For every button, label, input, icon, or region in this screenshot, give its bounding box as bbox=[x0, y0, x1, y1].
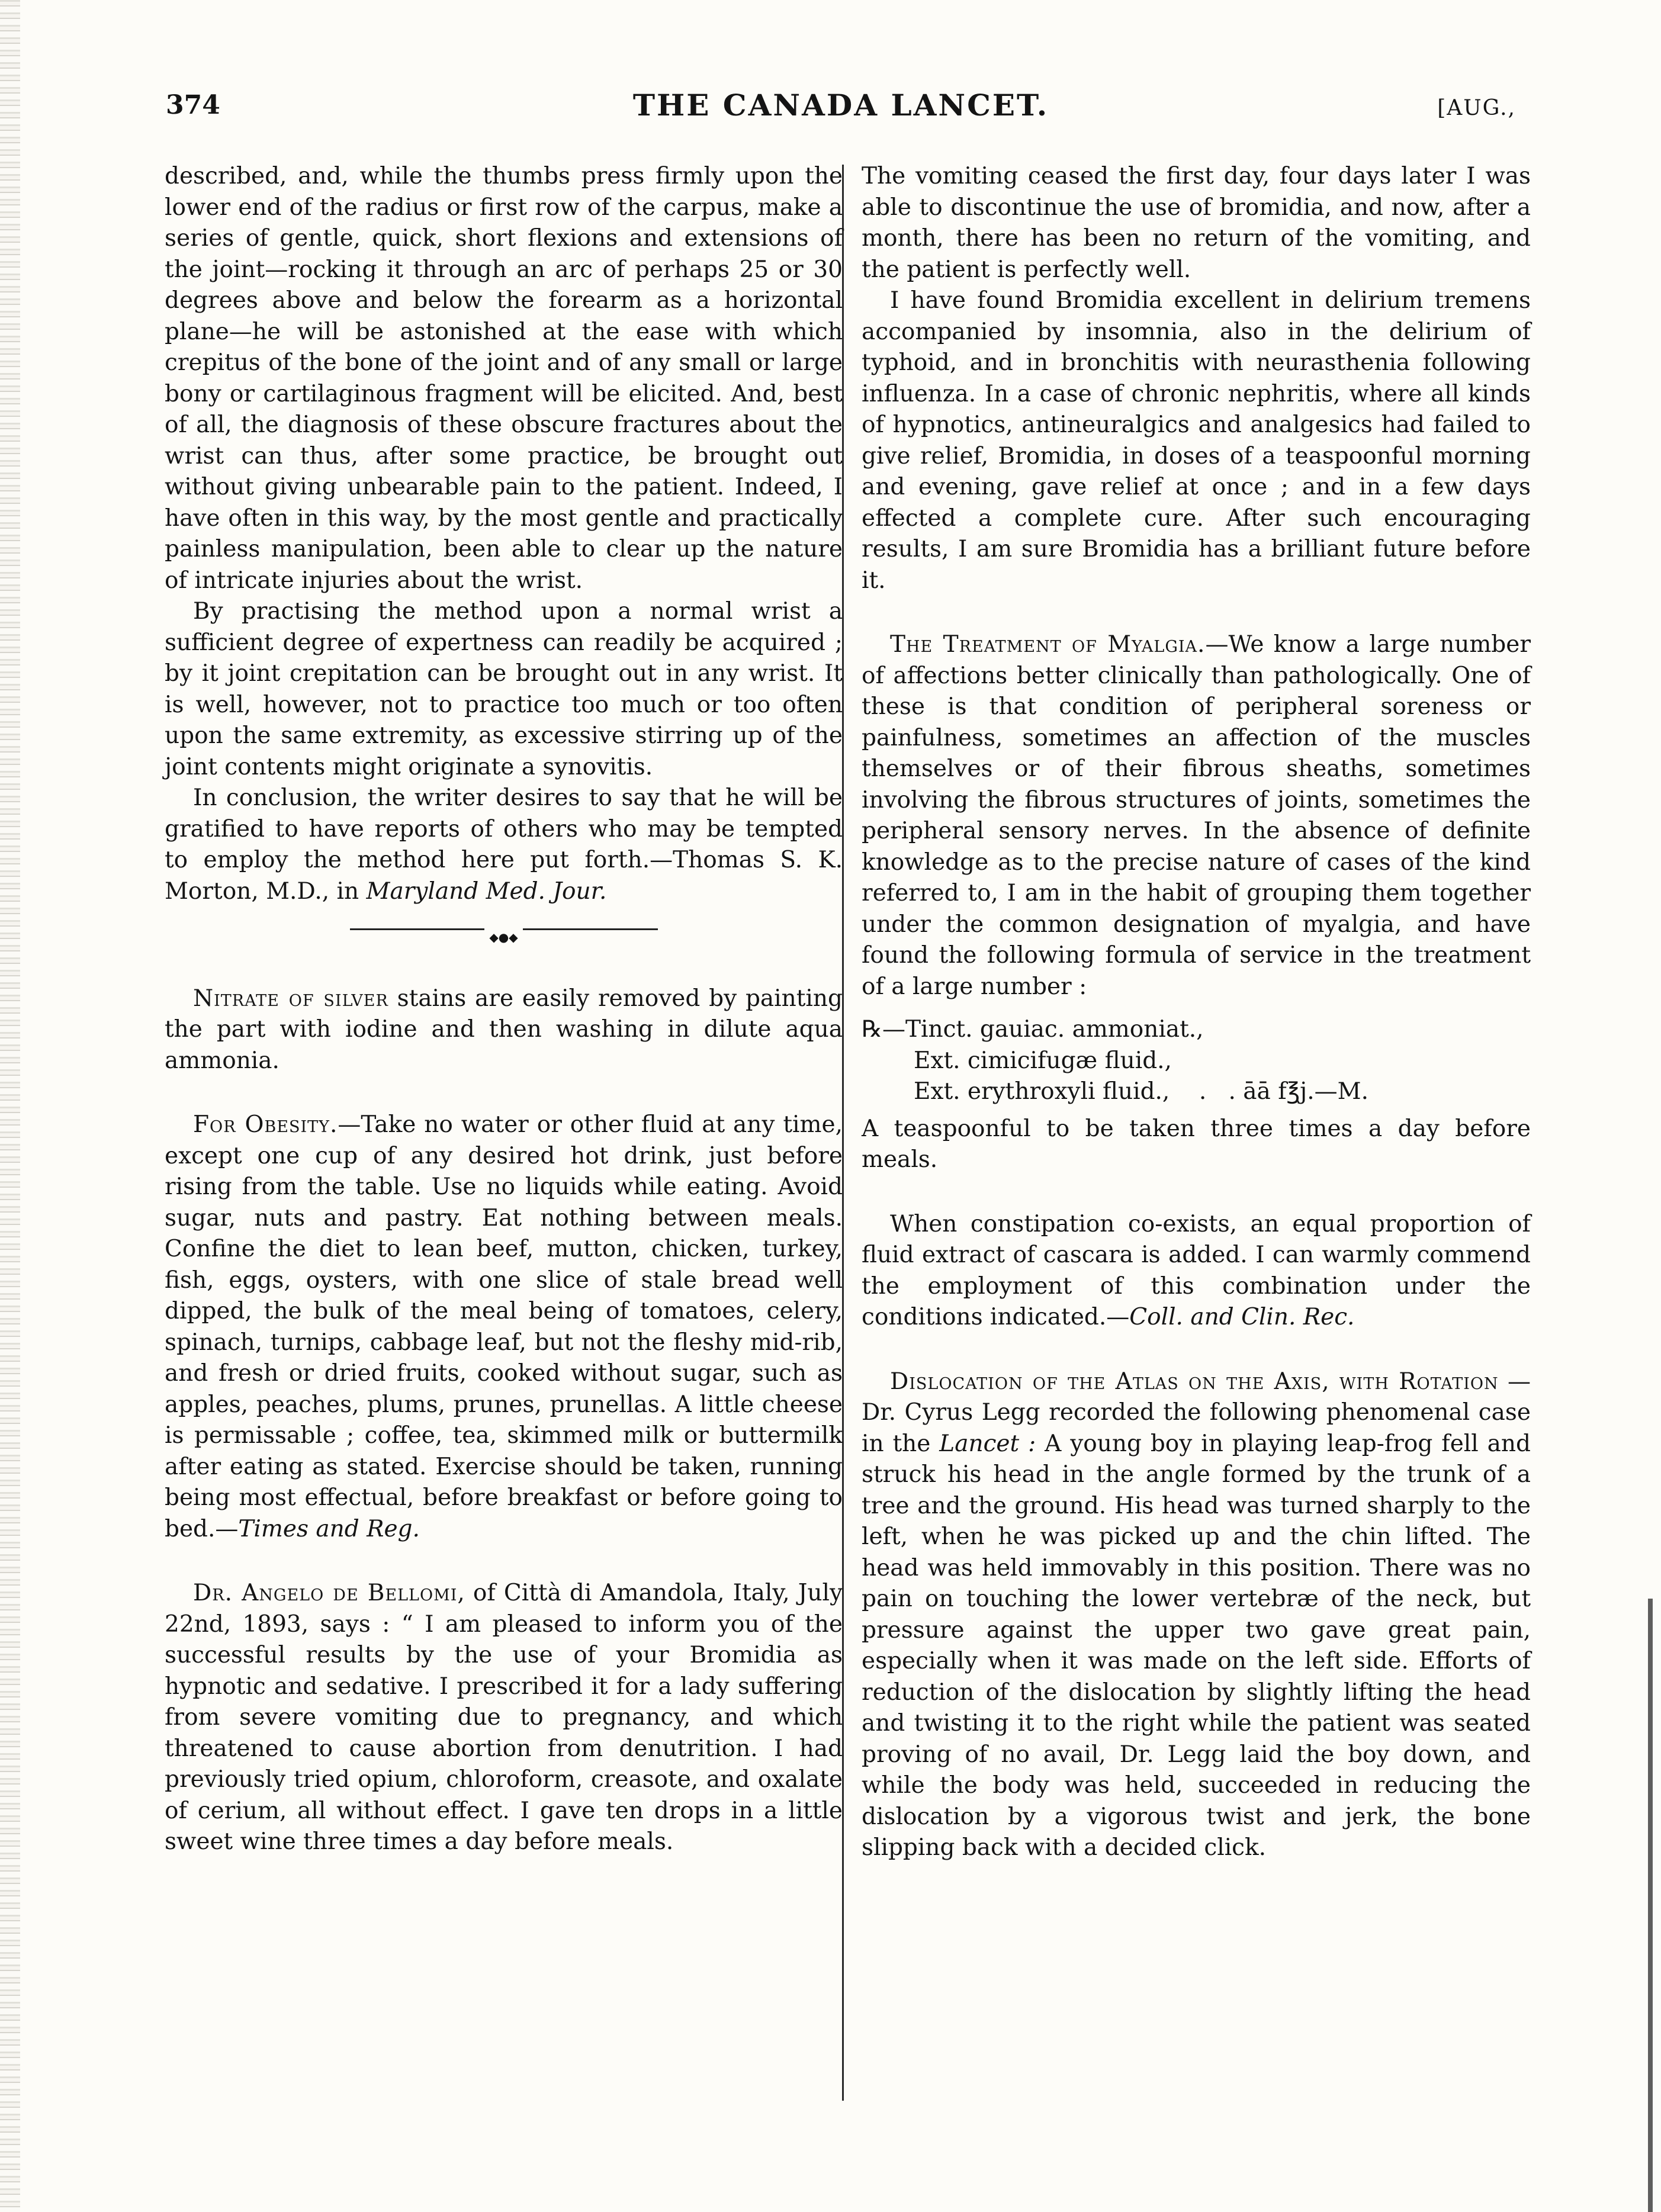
prescription-line-1: ℞—Tinct. gauiac. ammoniat., bbox=[862, 1016, 1204, 1043]
obesity-heading: For Obesity. bbox=[193, 1111, 338, 1138]
issue-month: [AUG., bbox=[1437, 96, 1516, 120]
wrist-article-paragraph-1: described, and, while the thumbs press firmly upon the lower end of the radius or first row of the carpus, make a series of gentle, quick, short flexions and extensions of the joint—rocking it through an arc of perhaps 25 or 30 degrees above and below the forearm as a horizontal plane—he will be astonished at the ease with which crepitus of the bone of the joint and of any small or large bony or cartilaginous fragment will be elicited. And, best of all, the diagnosis of these obscure fractures about the wrist can thus, after some practice, be brought out without giving unbearable pain to the patient. Indeed, I have often in this way, by the most gentle and practically painless manipulation, been able to clear up the nature of intricate injuries about the wrist. bbox=[165, 163, 843, 594]
silver-nitrate-text: stains are easily removed by painting the part with iodine and then washing in dilute aqua ammonia. bbox=[165, 985, 843, 1074]
myalgia-heading: The Treatment of Myalgia. bbox=[890, 631, 1206, 658]
prescription-line-2: Ext. cimicifugæ fluid., bbox=[914, 1047, 1172, 1074]
wrist-article-paragraph-2: By practising the method upon a normal wrist a sufficient degree of expertness can readily be acquired ; by it joint crepitation can be brought out in any wrist. It is well, however, not to practice too much or too often upon the same extremity, as excessive stirring up of the joint contents might originate a synovitis. bbox=[165, 598, 843, 780]
section-separator-ornament: ◆●◆ bbox=[350, 919, 658, 950]
right-column bbox=[862, 161, 1531, 1864]
atlas-lancet-source: Lancet : bbox=[939, 1430, 1036, 1457]
atlas-text-1: —Dr. Cyrus Legg recorded the following phenomenal case in the bbox=[862, 1368, 1531, 1457]
wrist-article-source: Maryland Med. Jour. bbox=[366, 877, 607, 905]
obesity-paragraph bbox=[165, 1110, 843, 1545]
bellomi-heading: Dr. Angelo de Bellomi bbox=[193, 1580, 458, 1606]
bellomi-text: , of Città di Amandola, Italy, July 22nd, 1893, says : “ I am pleased to inform you of the successful results by the use of your Bromidia as hypnotic and sedative. I prescribed it for a lady suffering from severe vomiting due to pregnancy, and which threatened to cause abortion from denutrition. I had previously tried opium, chloroform, creasote, and oxalate of cerium, all without effect. I gave ten drops in a little sweet wine three times a day before meals. bbox=[165, 1580, 843, 1855]
constipation-source: Coll. and Clin. Rec. bbox=[1129, 1304, 1355, 1330]
prescription-line-3: Ext. erythroxyli fluid., . . āā f℥j.—M. bbox=[914, 1078, 1368, 1105]
constipation-paragraph bbox=[862, 1209, 1531, 1333]
wrist-article-text: In conclusion, the writer desires to say that he will be gratified to have reports of others who may be tempted to employ the method here put forth.—Thomas S. K. Morton, M.D., in bbox=[165, 785, 843, 905]
obesity-source: Times and Reg. bbox=[238, 1515, 420, 1542]
myalgia-paragraph bbox=[862, 629, 1531, 1002]
constipation-text: When constipation co-exists, an equal proportion of fluid extract of cascara is added. I can warmly commend the employment of this combination under the conditions indicated.— bbox=[862, 1210, 1531, 1330]
bromidia-paragraph-1: The vomiting ceased the first day, four days later I was able to discontinue the use of bromidia, and now, after a month, there has been no return of the vomiting, and the patient is perfectly well. bbox=[862, 163, 1531, 283]
bromidia-paragraph-2: I have found Bromidia excellent in delirium tremens accompanied by insomnia, also in the delirium of typhoid, and in bronchitis with neurasthenia following influenza. In a case of chronic nephritis, where all kinds of hypnotics, antineuralgics and analgesics had failed to give relief, Bromidia, in doses of a teaspoonful morning and evening, gave relief at once ; and in a few days effected a complete cure. After such encouraging results, I am sure Bromidia has a brilliant future before it. bbox=[862, 287, 1531, 594]
silver-nitrate-heading: Nitrate of silver bbox=[193, 985, 388, 1012]
scan-binding-edge bbox=[0, 0, 20, 2212]
page-header bbox=[166, 83, 1516, 142]
bellomi-paragraph bbox=[165, 1578, 843, 1858]
journal-title: THE CANADA LANCET. bbox=[632, 88, 1049, 123]
wrist-article-paragraph-3 bbox=[165, 783, 843, 907]
atlas-dislocation-heading: Dislocation of the Atlas on the Axis, with Rotation bbox=[890, 1368, 1499, 1395]
atlas-text-2: A young boy in playing leap-frog fell and struck his head in the angle formed by the trunk of a tree and the ground. His head was turned sharply to the left, when he was picked up and the chin lifted. The head was held immovably in this position. There was no pain on touching the lower vertebræ of the neck, but pressure against the upper two gave great pain, especially when it was made on the left side. Efforts of reduction of the dislocation by slightly lifting the head and twisting it to the right while the patient was seated proving of no avail, Dr. Legg laid the boy down, and while the body was held, succeeded in reducing the dislocation by a vigorous twist and jerk, the bone slipping back with a decided click. bbox=[862, 1430, 1531, 1861]
page-number: 374 bbox=[166, 90, 220, 120]
obesity-text: —Take no water or other fluid at any time, except one cup of any desired hot drink, just before rising from the table. Use no liquids while eating. Avoid sugar, nuts and pastry. Eat nothing between meals. Confine the diet to lean beef, mutton, chicken, turkey, fish, eggs, oysters, with one slice of stale bread well dipped, the bulk of the meal being of tomatoes, celery, spinach, turnips, cabbage leaf, but not the fleshy mid-rib, and fresh or dried fruits, cooked without sugar, such as apples, peaches, plums, prunes, prunellas. A little cheese is permissable ; coffee, tea, skimmed milk or buttermilk after eating as stated. Exercise should be taken, running being most effectual, before breakfast or before going to bed.— bbox=[165, 1111, 843, 1542]
myalgia-dose: A teaspoonful to be taken three times a day before meals. bbox=[862, 1115, 1531, 1173]
prescription-formula bbox=[862, 1014, 1531, 1108]
left-column bbox=[165, 161, 843, 1858]
silver-nitrate-paragraph bbox=[165, 983, 843, 1077]
scan-right-edge-shadow bbox=[1648, 1599, 1653, 2212]
myalgia-text: —We know a large number of affections better clinically than pathologically. One of these is that condition of peripheral soreness or painfulness, sometimes an affection of the muscles themselves or of their fibrous sheaths, sometimes involving the fibrous structures of joints, sometimes the peripheral sensory nerves. In the absence of definite knowledge as to the precise nature of cases of the kind referred to, I am in the habit of grouping them together under the common designation of myalgia, and have found the following formula of service in the treatment of a large number : bbox=[862, 631, 1531, 1000]
atlas-dislocation-paragraph bbox=[862, 1367, 1531, 1864]
